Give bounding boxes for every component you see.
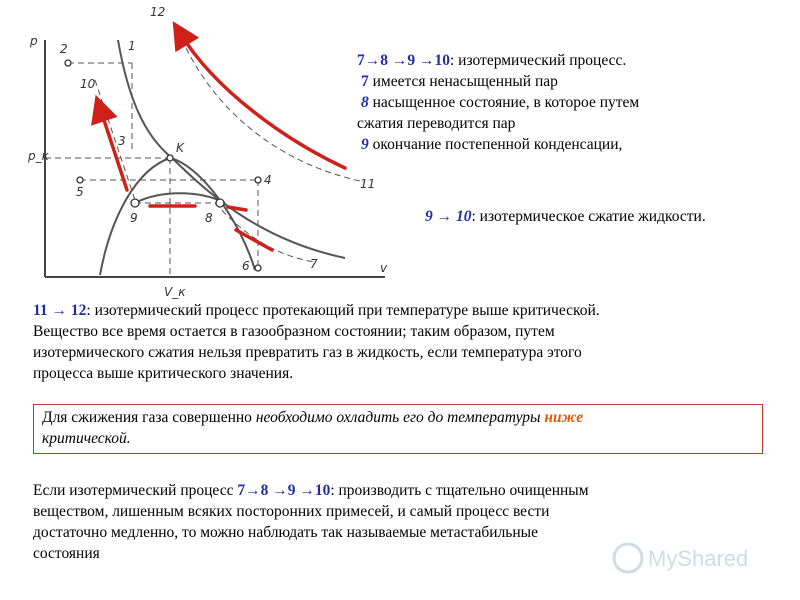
- text-9: окончание постепенной конденсации,: [368, 136, 623, 153]
- arrow-9-10: [100, 108, 127, 190]
- label-9: 9: [130, 211, 138, 225]
- label-5: 5: [76, 185, 84, 199]
- num-9: 9: [361, 136, 369, 153]
- right-line-5: [357, 134, 787, 155]
- para2-seq: 7→8 →9 →10: [237, 482, 331, 499]
- pv-diagram: [0, 0, 400, 305]
- seq-11-12: 11 → 12: [33, 302, 87, 319]
- right-line-4: сжатия переводится пар: [357, 115, 516, 132]
- para2-line-3: достаточно медленно, то можно наблюдать так называемые метастабильные: [33, 524, 538, 541]
- red-segment-8: [228, 207, 246, 210]
- label-1: 1: [128, 39, 136, 53]
- line-10-9: [95, 80, 135, 200]
- seq-7-10: 7→8 →9 →10: [357, 52, 450, 69]
- point-9: [131, 199, 139, 207]
- right-line-3: [357, 92, 787, 113]
- v-axis-label: v: [380, 261, 388, 275]
- watermark-text: MyShared: [648, 546, 749, 571]
- point-2: [65, 60, 71, 66]
- box-t2: необходимо охладить его до температуры: [255, 409, 545, 426]
- mid-line-text: : изотермическое сжатие жидкости.: [471, 208, 706, 225]
- label-12: 12: [150, 5, 166, 19]
- num-7: 7: [361, 73, 369, 90]
- label-10: 10: [80, 77, 96, 91]
- dashed-isotherm-8-7: [215, 203, 315, 262]
- num-8: 8: [361, 94, 369, 111]
- text-8: насыщенное состояние, в которое путем: [368, 94, 640, 111]
- para1-line-1: [33, 300, 793, 321]
- arrow-11-12: [180, 33, 345, 168]
- label-2: 2: [60, 42, 68, 56]
- vk-label: V_к: [164, 285, 186, 299]
- red-segment-7: [236, 230, 272, 250]
- para1-l1: : изотермический процесс протекающий при температуре выше критической.: [86, 302, 600, 319]
- myshared-watermark: [610, 538, 770, 578]
- para2-line-2: веществом, лишенным всяких посторонних примесей, и самый процесс вести: [33, 503, 550, 520]
- para1-line-2: Вещество все время остается в газообразном состоянии; таким образом, путем: [33, 323, 555, 340]
- label-3: 3: [118, 134, 126, 148]
- right-text-block: [357, 50, 787, 155]
- p-axis-label: p: [30, 34, 38, 48]
- paragraph-11-12: [33, 300, 793, 384]
- box-t4: критической.: [42, 430, 131, 447]
- text-7: имеется ненасыщенный пар: [368, 73, 558, 90]
- para1-line-4: процесса выше критического значения.: [33, 365, 294, 382]
- point-6: [255, 265, 261, 271]
- box-t3: ниже: [544, 409, 584, 426]
- label-6: 6: [242, 259, 250, 273]
- para2-line-1: [33, 480, 773, 501]
- label-k: K: [176, 141, 184, 155]
- pk-label: p_к: [28, 149, 49, 163]
- right-line-2: [357, 71, 787, 92]
- point-4: [255, 177, 261, 183]
- point-k: [167, 155, 173, 161]
- label-8: 8: [205, 211, 213, 225]
- box-t1: Для сжижения газа совершенно: [42, 409, 256, 426]
- para2-line-4: состояния: [33, 545, 100, 562]
- point-8: [216, 199, 224, 207]
- seq-7-10-tail: : изотермический процесс.: [450, 52, 627, 69]
- para2-l1a: Если изотермический процесс: [33, 482, 238, 499]
- seq-9-10: 9 → 10: [425, 208, 472, 225]
- label-4: 4: [264, 173, 272, 187]
- note-box: [33, 404, 763, 454]
- watermark-logo-icon: [614, 544, 642, 572]
- dashed-isotherm-12-11: [178, 30, 365, 182]
- mid-line: [425, 206, 795, 227]
- label-11: 11: [360, 177, 376, 191]
- right-line-1: [357, 50, 787, 71]
- para1-line-3: изотермического сжатия нельзя превратить газ в жидкость, если температура этого: [33, 344, 582, 361]
- para2-l1b: : производить с тщательно очищенным: [330, 482, 589, 499]
- label-7: 7: [310, 257, 318, 271]
- point-5: [77, 177, 83, 183]
